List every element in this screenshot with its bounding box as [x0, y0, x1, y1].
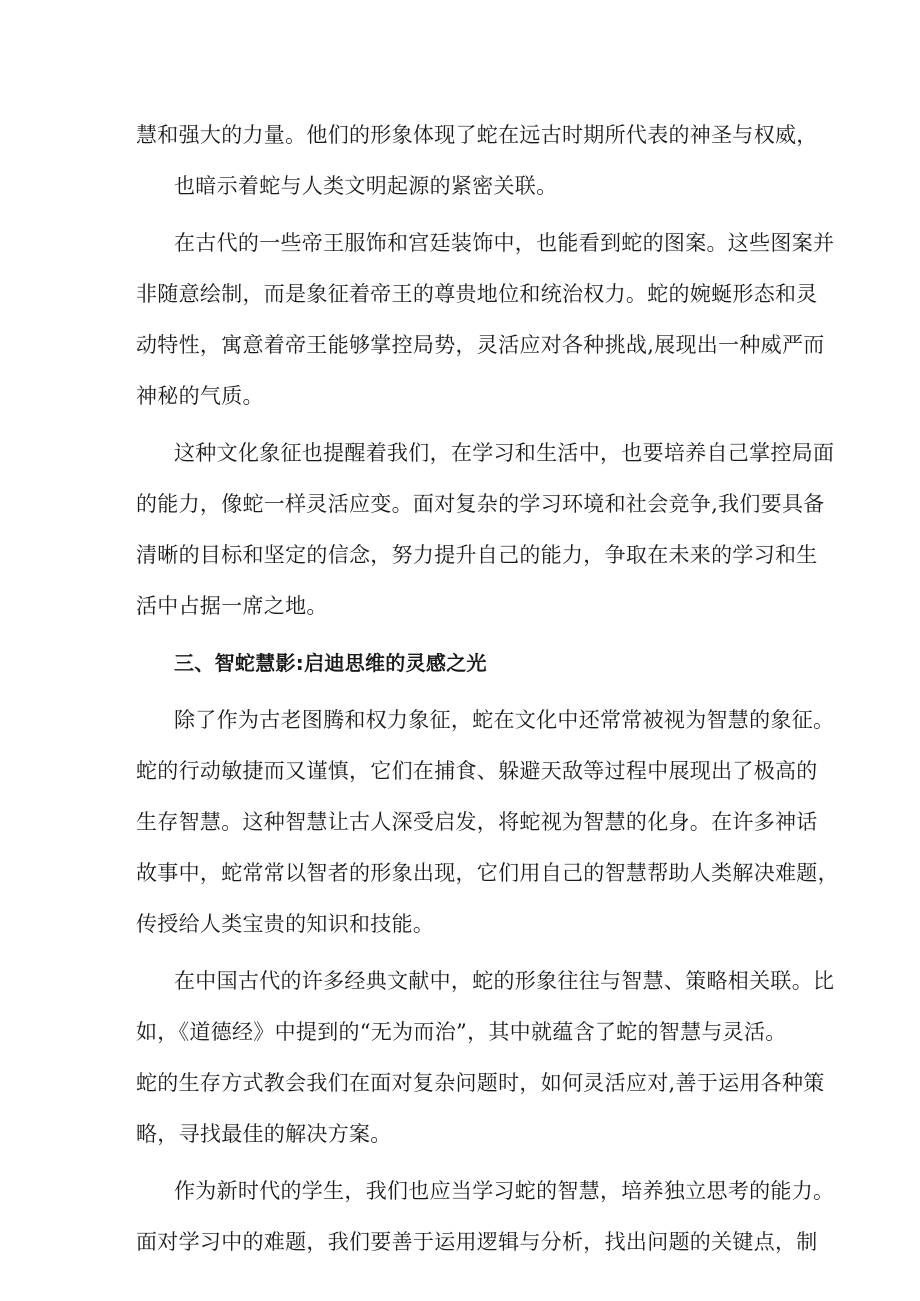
text-line: 蛇的行动敏捷而又谨慎，它们在捕食、躲避天敌等过程中展现出了极高的 [136, 759, 818, 783]
text-line: 故事中，蛇常常以智者的形象出现，它们用自己的智慧帮助人类解决难题， [136, 861, 839, 885]
paragraph [136, 695, 839, 950]
text-line: 生存智慧。这种智慧让古人深受启发，将蛇视为智慧的化身。在许多神话 [136, 810, 818, 834]
text-line: 清晰的目标和坚定的信念，努力提升自己的能力，争取在未来的学习和生 [136, 543, 818, 567]
paragraph [136, 1166, 835, 1268]
text-line: 动特性，寓意着帝王能够掌控局势，灵活应对各种挑战,展现出一种威严而 [136, 333, 825, 357]
text-line: 传授给人类宝贵的知识和技能。 [136, 912, 435, 936]
section-heading [136, 638, 792, 689]
text-line: 的能力，像蛇一样灵活应变。面对复杂的学习环境和社会竞争,我们要具备 [136, 492, 825, 516]
text-line: 除了作为古老图腾和权力象征，蛇在文化中还常常被视为智慧的象征。 [174, 708, 835, 732]
text-line: 活中占据一席之地。 [136, 594, 328, 618]
text-line: 在古代的一些帝王服饰和宫廷装饰中，也能看到蛇的图案。这些图案并 [174, 231, 835, 255]
paragraph [136, 218, 835, 422]
text-line: 面对学习中的难题，我们要善于运用逻辑与分析，找出问题的关键点，制 [136, 1230, 818, 1254]
text-line: 也暗示着蛇与人类文明起源的紧密关联。 [174, 174, 558, 198]
text-line: 非随意绘制，而是象征着帝王的尊贵地位和统治权力。蛇的婉蜒形态和灵 [136, 282, 818, 306]
paragraph [136, 110, 818, 212]
section-heading-text: 三、智蛇慧影:启迪思维的灵感之光 [174, 651, 487, 675]
paragraph [136, 956, 835, 1160]
text-line: 略，寻找最佳的解决方案。 [136, 1122, 392, 1146]
text-line: 作为新时代的学生，我们也应当学习蛇的智慧，培养独立思考的能力。 [174, 1179, 835, 1203]
document-page [136, 110, 839, 1268]
text-line: 如，《道德经》中提到的“无为而治”，其中就蕴含了蛇的智慧与灵活。 [136, 1020, 787, 1044]
text-line: 慧和强大的力量。他们的形象体现了蛇在远古时期所代表的神圣与权威， [136, 123, 818, 147]
text-line: 神秘的气质。 [136, 384, 264, 408]
text-line: 蛇的生存方式教会我们在面对复杂问题时，如何灵活应对,善于运用各种策 [136, 1071, 825, 1095]
text-line: 在中国古代的许多经典文献中，蛇的形象往往与智慧、策略相关联。比 [174, 969, 835, 993]
paragraph [136, 428, 835, 632]
text-line: 这种文化象征也提醒着我们，在学习和生活中，也要培养自己掌控局面 [174, 441, 835, 465]
